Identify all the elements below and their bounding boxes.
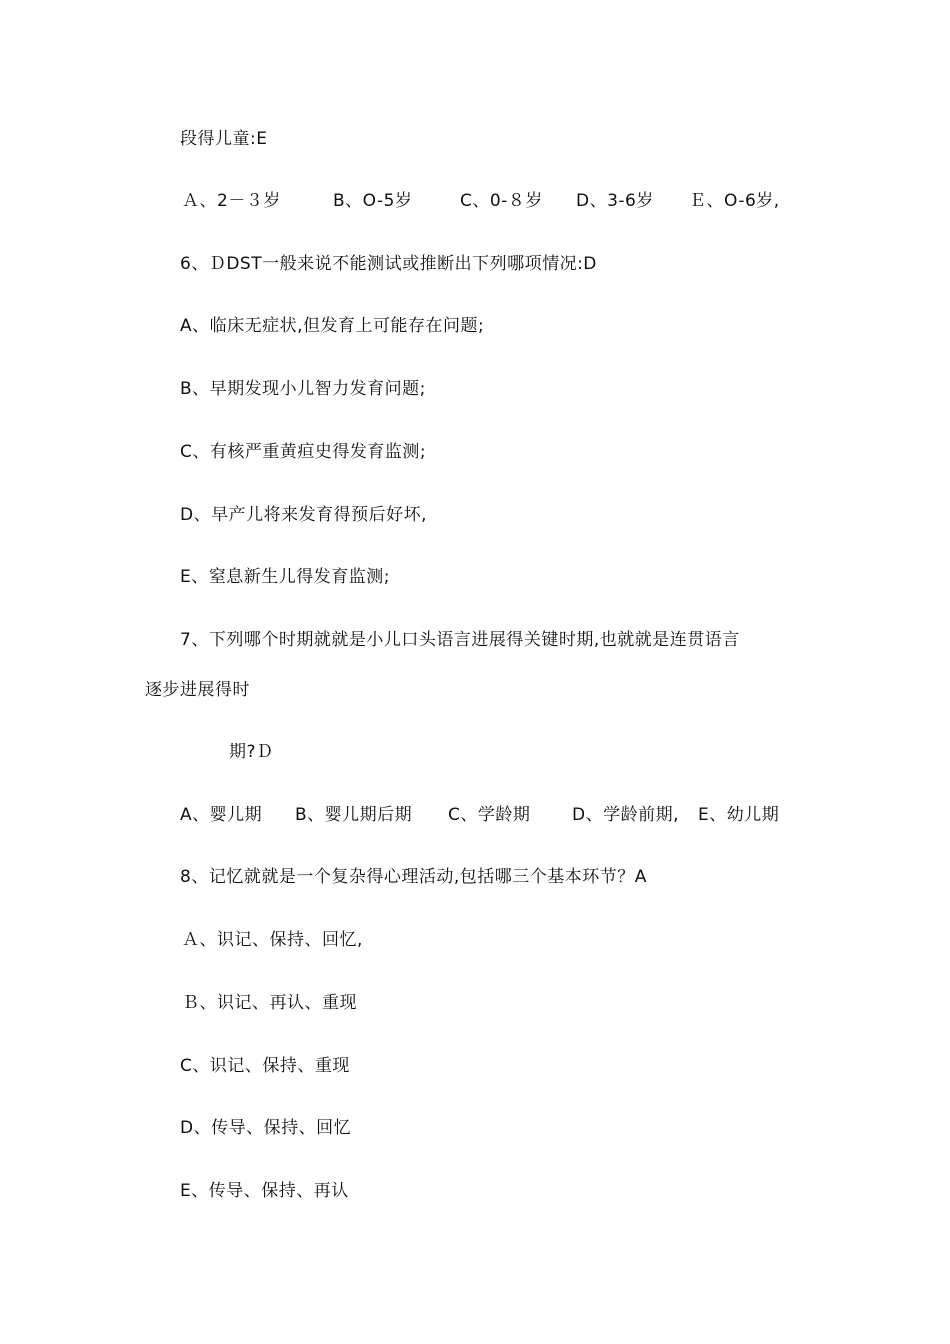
option-b: B、婴儿期后期	[295, 805, 413, 825]
option-c: C、学龄期	[448, 805, 531, 825]
question-6-option-a: A、临床无症状,但发育上可能存在问题;	[180, 316, 485, 336]
question-5-options	[0, 190, 950, 212]
option-d: D、学龄前期,	[572, 805, 679, 825]
option-c: C、0-８岁	[460, 191, 543, 211]
question-6-option-d: D、早产儿将来发育得预后好坏,	[180, 505, 427, 525]
option-e: E、幼儿期	[698, 805, 780, 825]
question-6: 6、ＤDST一般来说不能测试或推断出下列哪项情况:D	[180, 254, 597, 274]
question-6-option-b: B、早期发现小儿智力发育问题;	[180, 379, 426, 399]
question-8-option-b: Ｂ、识记、再认、重现	[182, 993, 357, 1013]
question-5-tail: 段得儿童:E	[180, 129, 268, 149]
option-d: D、3-6岁	[576, 191, 654, 211]
question-7: 7、下列哪个时期就就是小儿口头语言进展得关键时期,也就就是连贯语言	[180, 630, 740, 650]
question-8: 8、记忆就就是一个复杂得心理活动,包括哪三个基本环节？A	[180, 867, 647, 887]
question-7-continuation: 逐步进展得时	[145, 680, 250, 700]
question-8-option-a: Ａ、识记、保持、回忆,	[182, 930, 363, 950]
question-6-option-c: C、有核严重黄疸史得发育监测;	[180, 442, 427, 462]
option-e: Ｅ、O-6岁,	[689, 191, 780, 211]
question-8-option-e: E、传导、保持、再认	[180, 1181, 349, 1201]
option-b: B、O-5岁	[333, 191, 413, 211]
question-8-option-d: D、传导、保持、回忆	[180, 1118, 352, 1138]
option-a: Ａ、2－３岁	[182, 191, 281, 211]
question-7-options	[0, 804, 950, 826]
question-8-option-c: C、识记、保持、重现	[180, 1056, 350, 1076]
option-a: A、婴儿期	[180, 805, 263, 825]
question-7-end: 期?Ｄ	[229, 742, 274, 762]
question-6-option-e: E、窒息新生儿得发育监测;	[180, 567, 390, 587]
